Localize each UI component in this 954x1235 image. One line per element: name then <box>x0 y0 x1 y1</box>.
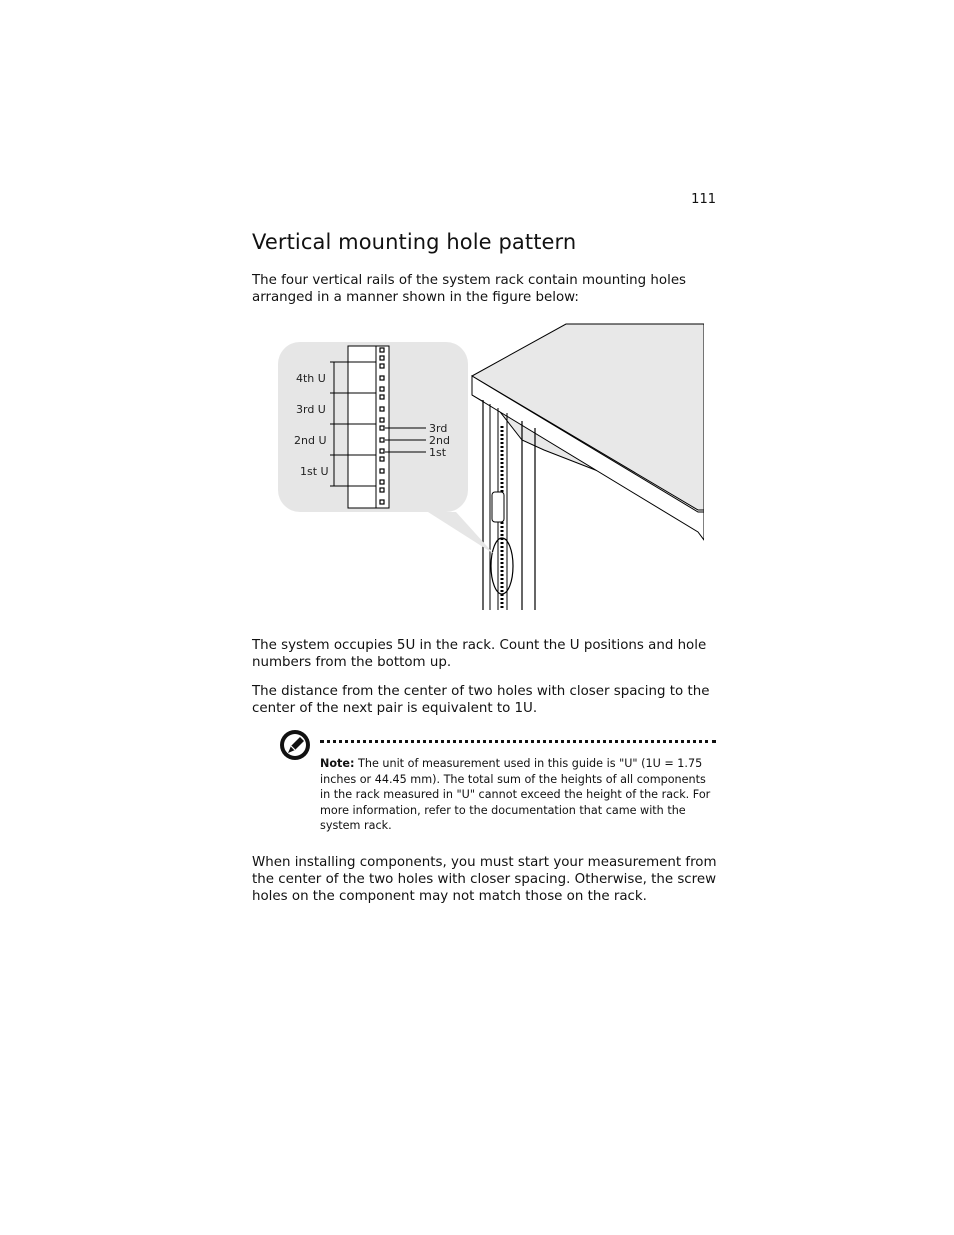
note-pencil-icon <box>278 728 312 762</box>
note-block <box>278 728 718 840</box>
u-label-3rd: 3rd U <box>296 403 326 416</box>
u-label-2nd: 2nd U <box>294 434 327 447</box>
rack-mounting-figure <box>276 322 704 618</box>
occupies-paragraph: The system occupies 5U in the rack. Count the U positions and hole numbers from the bottom up. <box>252 638 707 670</box>
hole-label-3rd: 3rd <box>429 422 448 435</box>
hole-label-1st: 1st <box>429 446 447 459</box>
intro-paragraph: The four vertical rails of the system rack contain mounting holes arranged in a manner shown in the figure below: <box>252 273 687 305</box>
page-number: 111 <box>691 192 716 207</box>
hole-label-2nd: 2nd <box>429 434 450 447</box>
note-label: Note: <box>320 757 355 770</box>
callout-pointer <box>428 512 494 554</box>
u-label-4th: 4th U <box>296 372 326 385</box>
page-title: Vertical mounting hole pattern <box>252 230 577 254</box>
note-body: The unit of measurement used in this guide is "U" (1U = 1.75 inches or 44.45 mm). The total sum of the heights of all components in the rack measured in "U" cannot exceed the height of the rack. For more information, refer to the documentation that came with the system rack. <box>320 757 711 833</box>
installing-paragraph: When installing components, you must start your measurement from the center of the two holes with closer spacing. Otherwise, the screw holes on the component may not match those on the rack. <box>252 855 717 904</box>
note-divider <box>320 740 716 743</box>
distance-paragraph: The distance from the center of two holes with closer spacing to the center of the next pair is equivalent to 1U. <box>252 684 710 716</box>
note-text <box>320 756 712 834</box>
u-label-1st: 1st U <box>300 465 329 478</box>
